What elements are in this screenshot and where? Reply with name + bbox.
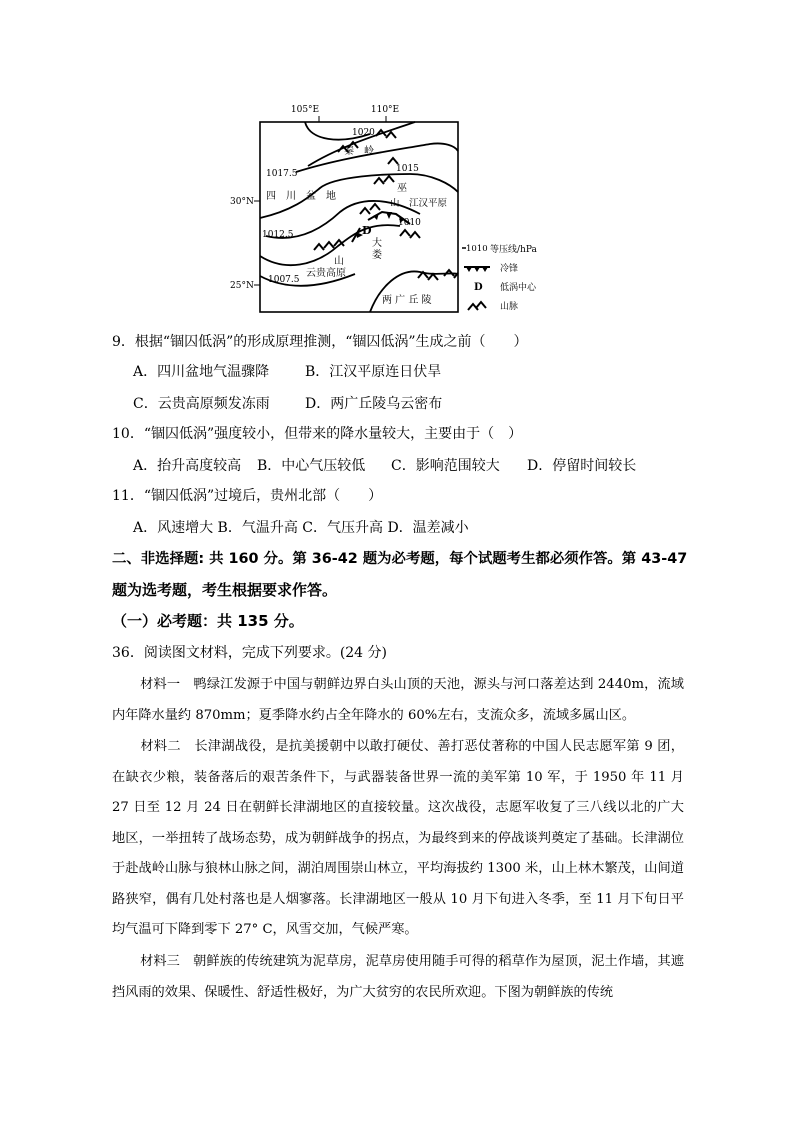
lon-label-110: 110°E xyxy=(370,105,400,115)
q9-stem: 9．根据“锢囚低涡”的形成原理推测，“锢囚低涡”生成之前（ ） xyxy=(112,334,528,350)
isobar-label-1010: 1010 xyxy=(398,218,421,228)
legend-low-label: 低涡中心 xyxy=(500,283,537,293)
material-2-text: 材料二 长津湖战役，是抗美援朝中以敢打硬仗、善打恶仗著称的中国人民志愿军第 9 团，在缺衣少粮，装备落后的艰苦条件下，与武器装备世界一流的美军第 10 军，于 1950 年 11 月 27 日至 12 月 24 日在朝鲜长津湖地区的直接较量。这次战役，志愿军收复了三八线以北的广大地区，一举扭转了战场态势，成为朝鲜战争的拐点，为最终到来的停战谈判奠定了基础。长津湖位于赴战岭山脉与狼林山脉之间，湖泊周围崇山林立，平均海拔约 1300 米，山上林木繁茂，山间道路狭窄，偶有几处村落也是人烟寥落。长津湖地区一般从 10 月下旬进入冬季，至 11 月下旬日平均气温可下降到零下 27° C，风雪交加，气候严寒。 xyxy=(112,739,684,937)
legend-mountain-label: 山脉 xyxy=(500,302,519,312)
q11-stem: 11．“锢囚低涡”过境后，贵州北部（ ） xyxy=(112,488,383,504)
isobar-label-1015: 1015 xyxy=(396,164,419,174)
legend-cold-front-label: 冷锋 xyxy=(500,264,519,274)
label-qinling: 秦 岭 xyxy=(344,146,374,157)
q10-option-b: B．中心气压较低 xyxy=(257,458,366,474)
q9-option-a: A．四川盆地气温骤降 xyxy=(133,364,270,380)
q10-stem: 10．“锢囚低涡”强度较小，但带来的降水量较大，主要由于（ ） xyxy=(112,426,523,442)
material-1 xyxy=(112,670,684,731)
legend-isobar-label: 等压线/hPa xyxy=(490,245,537,255)
lat-label-30: 30°N xyxy=(230,197,254,207)
isobar-label-1017-5: 1017.5 xyxy=(266,169,298,179)
lon-label-105: 105°E xyxy=(290,105,320,115)
label-jianghan-plain: 山 江汉平原 xyxy=(390,198,448,209)
material-3-text: 材料三 朝鲜族的传统建筑为泥草房，泥草房使用随手可得的稻草作为屋顶，泥土作墙，其遮挡风雨的效果、保暖性、舒适性极好，为广大贫穷的农民所欢迎。下图为朝鲜族的传统 xyxy=(112,954,684,1000)
weather-map xyxy=(210,96,570,316)
label-lou: 娄 xyxy=(372,250,382,261)
material-3 xyxy=(112,947,684,1008)
label-wu: 巫 xyxy=(397,183,407,194)
isobar-label-1012-5: 1012.5 xyxy=(262,230,294,240)
isobar-label-1007-5: 1007.5 xyxy=(268,275,300,285)
low-center-d: D xyxy=(362,224,372,237)
legend-isobar-symbol: 1010 xyxy=(466,244,488,254)
q10-option-a: A．抬升高度较高 xyxy=(133,458,242,474)
section2-heading-line1: 二、非选择题: 共 160 分。第 36-42 题为必考题，每个试题考生都必须作答。第 43-47 xyxy=(112,551,688,567)
label-da: 大 xyxy=(372,238,382,249)
q10-option-d: D．停留时间较长 xyxy=(527,458,637,474)
map-legend xyxy=(462,243,537,312)
q36-stem: 36．阅读图文材料，完成下列要求。(24 分) xyxy=(112,645,388,661)
label-shan: 山 xyxy=(334,256,344,267)
section2-heading-line2: 题为选考题，考生根据要求作答。 xyxy=(112,581,338,599)
q9-option-d: D．两广丘陵乌云密布 xyxy=(305,396,443,412)
q11-options: A．风速增大 B．气温升高 C．气压升高 D．温差减小 xyxy=(133,520,469,536)
legend-low-symbol: D xyxy=(474,282,483,293)
material-1-text: 材料一 鸭绿江发源于中国与朝鲜边界白头山顶的天池，源头与河口落差达到 2440m，流域内年降水量约 870mm；夏季降水约占全年降水的 60%左右，支流众多，流域多属山区。 xyxy=(112,677,684,723)
label-sichuan-basin: 四 川 盆 地 xyxy=(266,191,336,202)
legend-mountain-icon xyxy=(468,302,486,310)
isobar-label-1020: 1020 xyxy=(352,128,375,138)
q10-option-c: C．影响范围较大 xyxy=(391,458,500,474)
label-liangguang-hills: 两 广 丘 陵 xyxy=(382,295,432,306)
q9-option-b: B．江汉平原连日伏旱 xyxy=(305,364,442,380)
section2-subheading: （一）必考题：共 135 分。 xyxy=(112,612,304,630)
label-yungui-plateau: 云贵高原 xyxy=(306,268,346,279)
material-2 xyxy=(112,732,684,946)
lat-label-25: 25°N xyxy=(230,281,254,291)
q9-option-c: C．云贵高原频发冻雨 xyxy=(133,396,270,412)
